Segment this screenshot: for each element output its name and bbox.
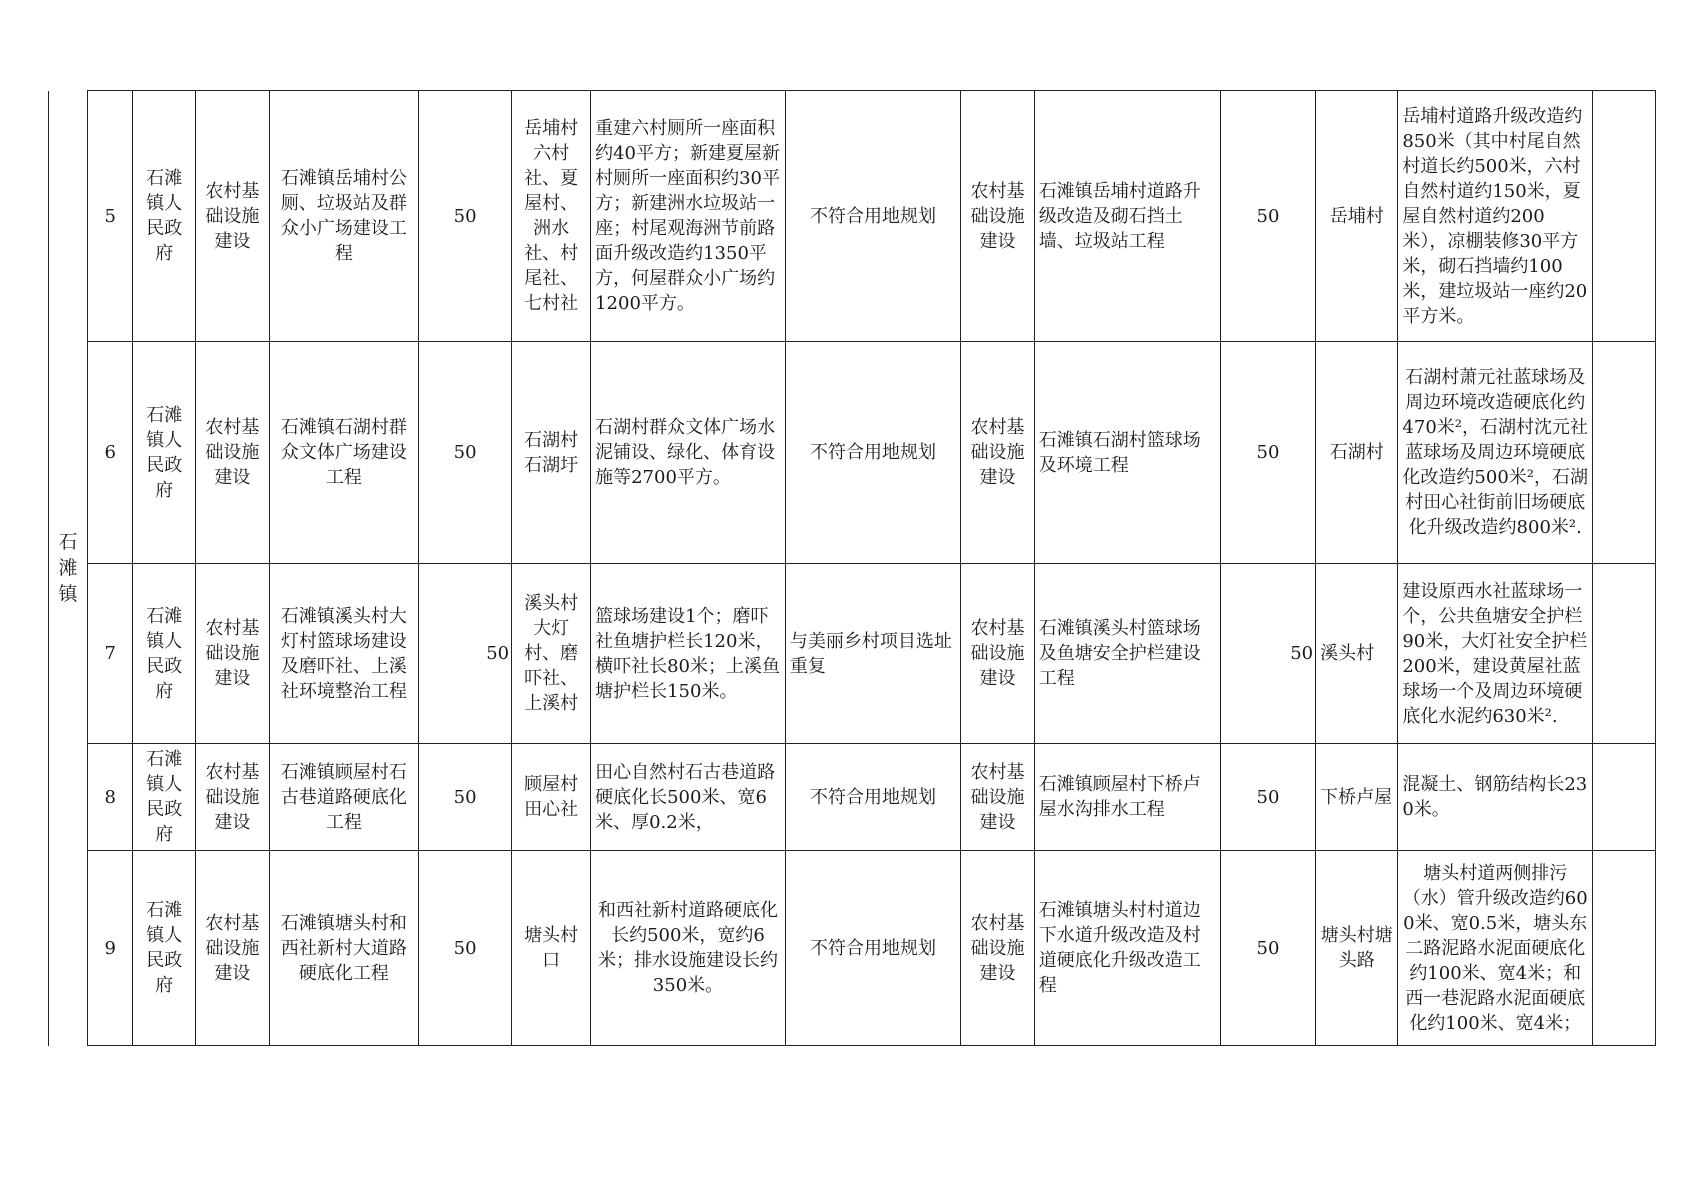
funding-amount: 50 xyxy=(419,851,512,1046)
new-project-category: 农村基础设施建设 xyxy=(961,744,1035,851)
new-project-category: 农村基础设施建设 xyxy=(961,564,1035,744)
new-project-content: 塘头村道两侧排污（水）管升级改造约600米、宽0.5米，塘头东二路泥路水泥面硬底化约100米、宽4米；和西一巷泥路水泥面硬底化约100米、宽4米； xyxy=(1398,851,1593,1046)
new-project-location: 塘头村塘头路 xyxy=(1316,851,1398,1046)
adjustment-reason: 不符合用地规划 xyxy=(785,342,960,564)
new-project-name: 石滩镇石湖村篮球场及环境工程 xyxy=(1034,342,1220,564)
project-location: 岳埔村六村社、夏屋村、洲水社、村尾社、七村社 xyxy=(512,91,591,342)
project-content: 和西社新村道路硬底化长约500米，宽约6米；排水设施建设长约350米。 xyxy=(591,851,786,1046)
project-location: 溪头村大灯村、磨吓社、上溪村 xyxy=(512,564,591,744)
new-project-name: 石滩镇塘头村村道边下水道升级改造及村道硬底化升级改造工程 xyxy=(1034,851,1220,1046)
row-number: 7 xyxy=(87,564,132,744)
new-project-category: 农村基础设施建设 xyxy=(961,342,1035,564)
town-cell xyxy=(49,91,88,1046)
new-project-location: 下桥卢屋 xyxy=(1316,744,1398,851)
project-location: 塘头村口 xyxy=(512,851,591,1046)
project-content: 石湖村群众文体广场水泥铺设、绿化、体育设施等2700平方。 xyxy=(591,342,786,564)
new-funding-amount: 50 xyxy=(1220,91,1315,342)
adjustment-reason: 不符合用地规划 xyxy=(785,851,960,1046)
new-project-name: 石滩镇顾屋村下桥卢屋水沟排水工程 xyxy=(1034,744,1220,851)
adjustment-reason: 不符合用地规划 xyxy=(785,744,960,851)
table-row xyxy=(49,564,1656,744)
table-row xyxy=(49,851,1656,1046)
new-project-content: 石湖村萧元社蓝球场及周边环境改造硬底化约470米²，石湖村沈元社蓝球场及周边环境硬底化改造约500米²，石湖村田心社街前旧场硬底化升级改造约800米². xyxy=(1398,342,1593,564)
funding-amount: 50 xyxy=(419,91,512,342)
funding-amount: 50 xyxy=(419,744,512,851)
row-number: 8 xyxy=(87,744,132,851)
new-project-name: 石滩镇岳埔村道路升级改造及砌石挡土墙、垃圾站工程 xyxy=(1034,91,1220,342)
table-row xyxy=(49,91,1656,342)
new-project-name: 石滩镇溪头村篮球场及鱼塘安全护栏建设工程 xyxy=(1034,564,1220,744)
project-name: 石滩镇溪头村大灯村篮球场建设及磨吓社、上溪社环境整治工程 xyxy=(269,564,418,744)
row-number: 9 xyxy=(87,851,132,1046)
funding-amount: 50 xyxy=(419,564,512,744)
new-project-content: 建设原西水社蓝球场一个，公共鱼塘安全护栏90米，大灯社安全护栏200米，建设黄屋社蓝球场一个及周边环境硬底化水泥约630米². xyxy=(1398,564,1593,744)
adjustment-reason: 与美丽乡村项目选址重复 xyxy=(785,564,960,744)
new-funding-amount: 50 xyxy=(1220,342,1315,564)
implementing-unit: 石滩镇人民政府 xyxy=(133,851,196,1046)
project-content: 篮球场建设1个；磨吓社鱼塘护栏长120米，横吓社长80米；上溪鱼塘护栏长150米。 xyxy=(591,564,786,744)
new-funding-amount: 50 xyxy=(1220,851,1315,1046)
town-name: 石滩镇 xyxy=(58,531,78,605)
project-location: 石湖村石湖圩 xyxy=(512,342,591,564)
remark-cell xyxy=(1593,564,1656,744)
remark-cell xyxy=(1593,342,1656,564)
funding-amount: 50 xyxy=(419,342,512,564)
project-category: 农村基础设施建设 xyxy=(196,91,270,342)
new-funding-amount: 50 xyxy=(1220,744,1315,851)
new-project-location: 岳埔村 xyxy=(1316,91,1398,342)
new-project-category: 农村基础设施建设 xyxy=(961,91,1035,342)
implementing-unit: 石滩镇人民政府 xyxy=(133,91,196,342)
project-category: 农村基础设施建设 xyxy=(196,851,270,1046)
project-name: 石滩镇岳埔村公厕、垃圾站及群众小广场建设工程 xyxy=(269,91,418,342)
remark-cell xyxy=(1593,91,1656,342)
new-funding-amount: 50 xyxy=(1220,564,1315,744)
project-content: 重建六村厕所一座面积约40平方；新建夏屋新村厕所一座面积约30平方；新建洲水垃圾站一座；村尾观海洲节前路面升级改造约1350平方，何屋群众小广场约1200平方。 xyxy=(591,91,786,342)
row-number: 5 xyxy=(87,91,132,342)
project-name: 石滩镇塘头村和西社新村大道路硬底化工程 xyxy=(269,851,418,1046)
implementing-unit: 石滩镇人民政府 xyxy=(133,342,196,564)
new-project-content: 岳埔村道路升级改造约850米（其中村尾自然村道长约500米，六村自然村道约150米，夏屋自然村道约200米），凉棚装修30平方米，砌石挡墙约100米，建垃圾站一座约20平方米。 xyxy=(1398,91,1593,342)
project-location: 顾屋村田心社 xyxy=(512,744,591,851)
row-number: 6 xyxy=(87,342,132,564)
project-name: 石滩镇石湖村群众文体广场建设工程 xyxy=(269,342,418,564)
remark-cell xyxy=(1593,744,1656,851)
project-category: 农村基础设施建设 xyxy=(196,564,270,744)
remark-cell xyxy=(1593,851,1656,1046)
project-name: 石滩镇顾屋村石古巷道路硬底化工程 xyxy=(269,744,418,851)
table-row xyxy=(49,342,1656,564)
new-project-location: 石湖村 xyxy=(1316,342,1398,564)
project-category: 农村基础设施建设 xyxy=(196,342,270,564)
implementing-unit: 石滩镇人民政府 xyxy=(133,564,196,744)
new-project-category: 农村基础设施建设 xyxy=(961,851,1035,1046)
project-content: 田心自然村石古巷道路硬底化长500米、宽6米、厚0.2米， xyxy=(591,744,786,851)
implementing-unit: 石滩镇人民政府 xyxy=(133,744,196,851)
table-row xyxy=(49,744,1656,851)
project-category: 农村基础设施建设 xyxy=(196,744,270,851)
new-project-location: 溪头村 xyxy=(1316,564,1398,744)
project-adjustment-table xyxy=(48,90,1656,1046)
adjustment-reason: 不符合用地规划 xyxy=(785,91,960,342)
new-project-content: 混凝土、钢筋结构长230米。 xyxy=(1398,744,1593,851)
